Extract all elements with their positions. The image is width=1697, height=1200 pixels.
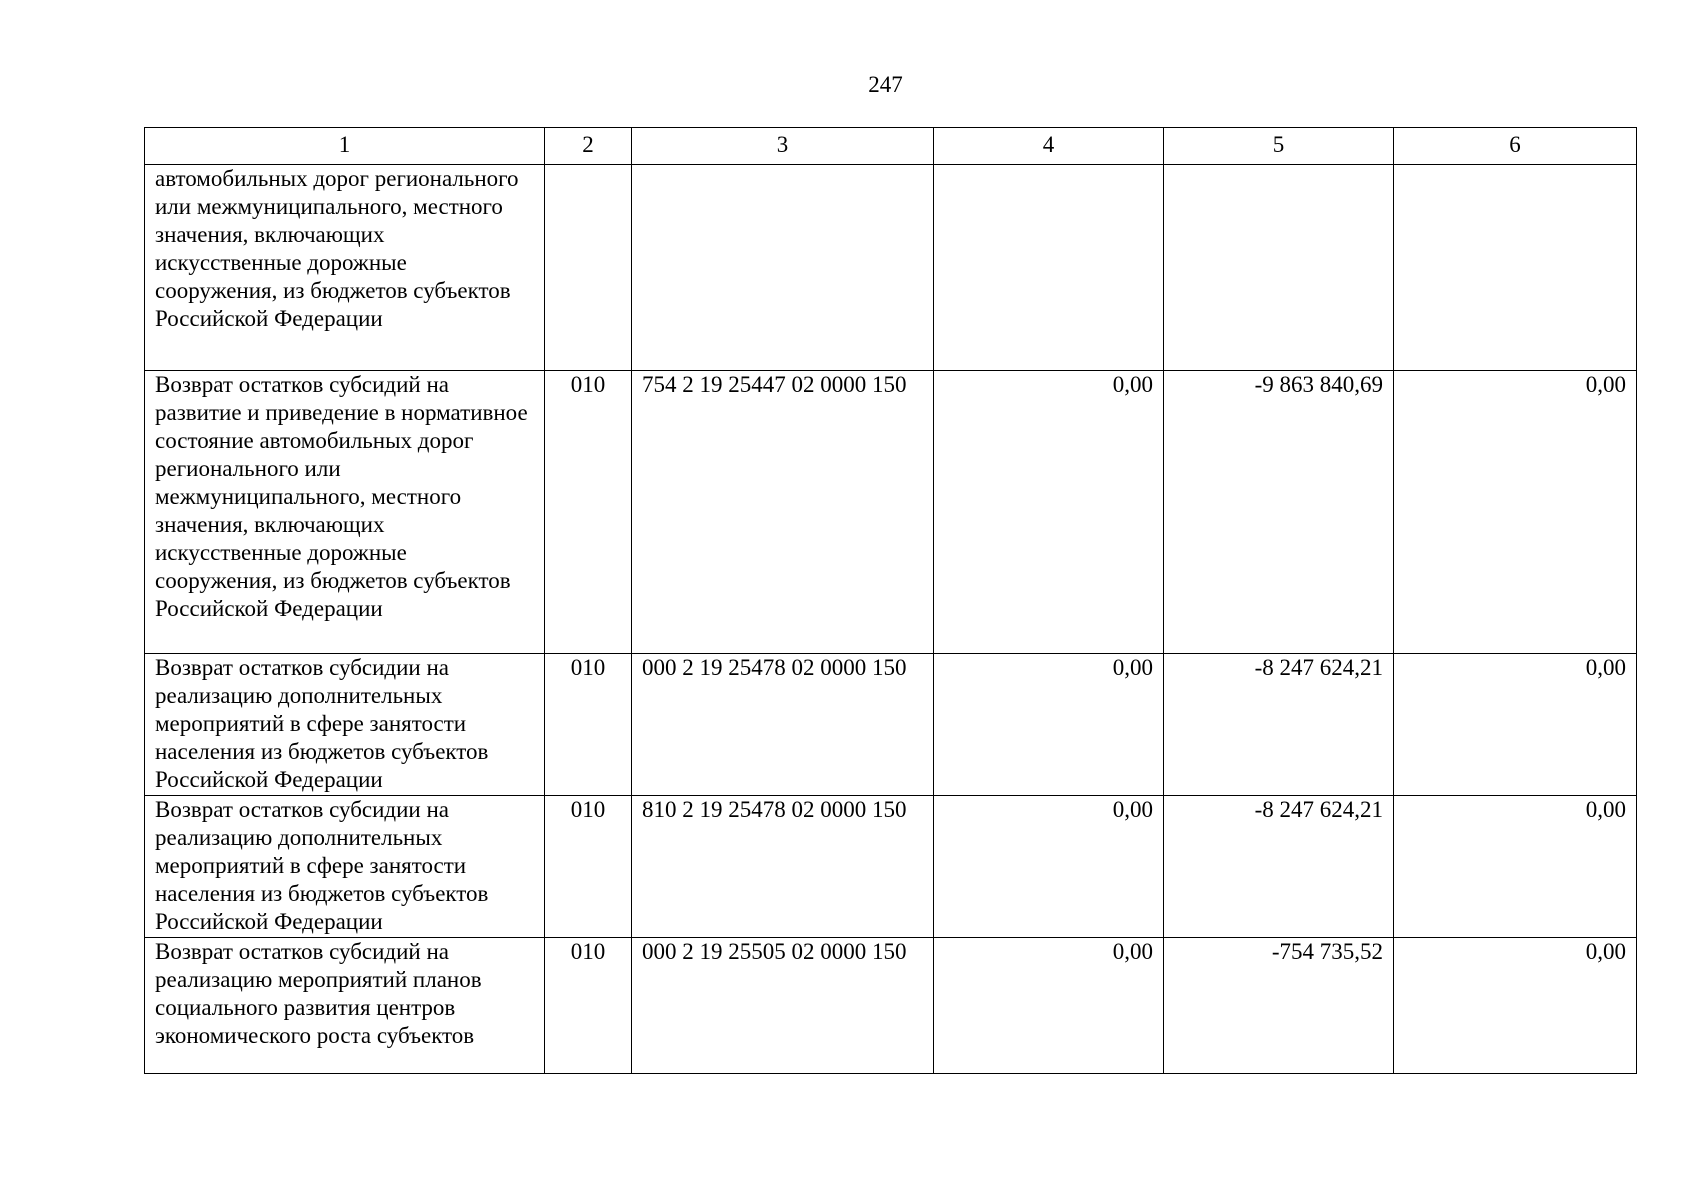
- report-table: [144, 127, 1637, 1074]
- row-line-code-cell: 010: [545, 371, 632, 654]
- row-col5-cell: -8 247 624,21: [1164, 796, 1394, 938]
- page-number: 247: [868, 72, 903, 97]
- row-col4-cell: 0,00: [934, 796, 1164, 938]
- row-line-code-cell: 010: [545, 938, 632, 1074]
- row-col5-cell: -754 735,52: [1164, 938, 1394, 1074]
- row-name-cell: Возврат остатков субсидии на реализацию дополнительных мероприятий в сфере занятости населения из бюджетов субъектов Российской Федерации: [145, 654, 545, 796]
- row-col6-cell: [1394, 165, 1637, 371]
- table-row: [145, 938, 1637, 1074]
- row-line-code-cell: [545, 165, 632, 371]
- row-col6-cell: 0,00: [1394, 938, 1637, 1074]
- table-row: [145, 371, 1637, 654]
- table-row: [145, 796, 1637, 938]
- row-name-cell: Возврат остатков субсидий на реализацию мероприятий планов социального развития центров экономического роста субъектов: [145, 938, 545, 1074]
- table-row: [145, 165, 1637, 371]
- row-line-code-cell: 010: [545, 654, 632, 796]
- row-name-cell: Возврат остатков субсидий на развитие и приведение в нормативное состояние автомобильных дорог регионального или межмуниципального, местного значения, включающих искусственные дорожные сооружения, из бюджетов субъектов Российской Федерации: [145, 371, 545, 654]
- row-col4-cell: 0,00: [934, 654, 1164, 796]
- row-kbk-cell: 000 2 19 25478 02 0000 150: [632, 654, 934, 796]
- column-header-3: 3: [632, 128, 934, 165]
- row-col5-cell: -8 247 624,21: [1164, 654, 1394, 796]
- row-col5-cell: [1164, 165, 1394, 371]
- row-col5-cell: -9 863 840,69: [1164, 371, 1394, 654]
- row-col4-cell: 0,00: [934, 938, 1164, 1074]
- column-header-4: 4: [934, 128, 1164, 165]
- row-col4-cell: 0,00: [934, 371, 1164, 654]
- row-kbk-cell: 000 2 19 25505 02 0000 150: [632, 938, 934, 1074]
- row-name-cell: Возврат остатков субсидии на реализацию дополнительных мероприятий в сфере занятости населения из бюджетов субъектов Российской Федерации: [145, 796, 545, 938]
- row-kbk-cell: [632, 165, 934, 371]
- row-name-cell: автомобильных дорог регионального или межмуниципального, местного значения, включающих искусственные дорожные сооружения, из бюджетов субъектов Российской Федерации: [145, 165, 545, 371]
- row-col6-cell: 0,00: [1394, 796, 1637, 938]
- table-row: [145, 654, 1637, 796]
- header-row: [145, 128, 1637, 165]
- column-header-1: 1: [145, 128, 545, 165]
- column-header-5: 5: [1164, 128, 1394, 165]
- row-line-code-cell: 010: [545, 796, 632, 938]
- column-header-6: 6: [1394, 128, 1637, 165]
- row-kbk-cell: 810 2 19 25478 02 0000 150: [632, 796, 934, 938]
- row-col6-cell: 0,00: [1394, 654, 1637, 796]
- row-col6-cell: 0,00: [1394, 371, 1637, 654]
- row-kbk-cell: 754 2 19 25447 02 0000 150: [632, 371, 934, 654]
- row-col4-cell: [934, 165, 1164, 371]
- column-header-2: 2: [545, 128, 632, 165]
